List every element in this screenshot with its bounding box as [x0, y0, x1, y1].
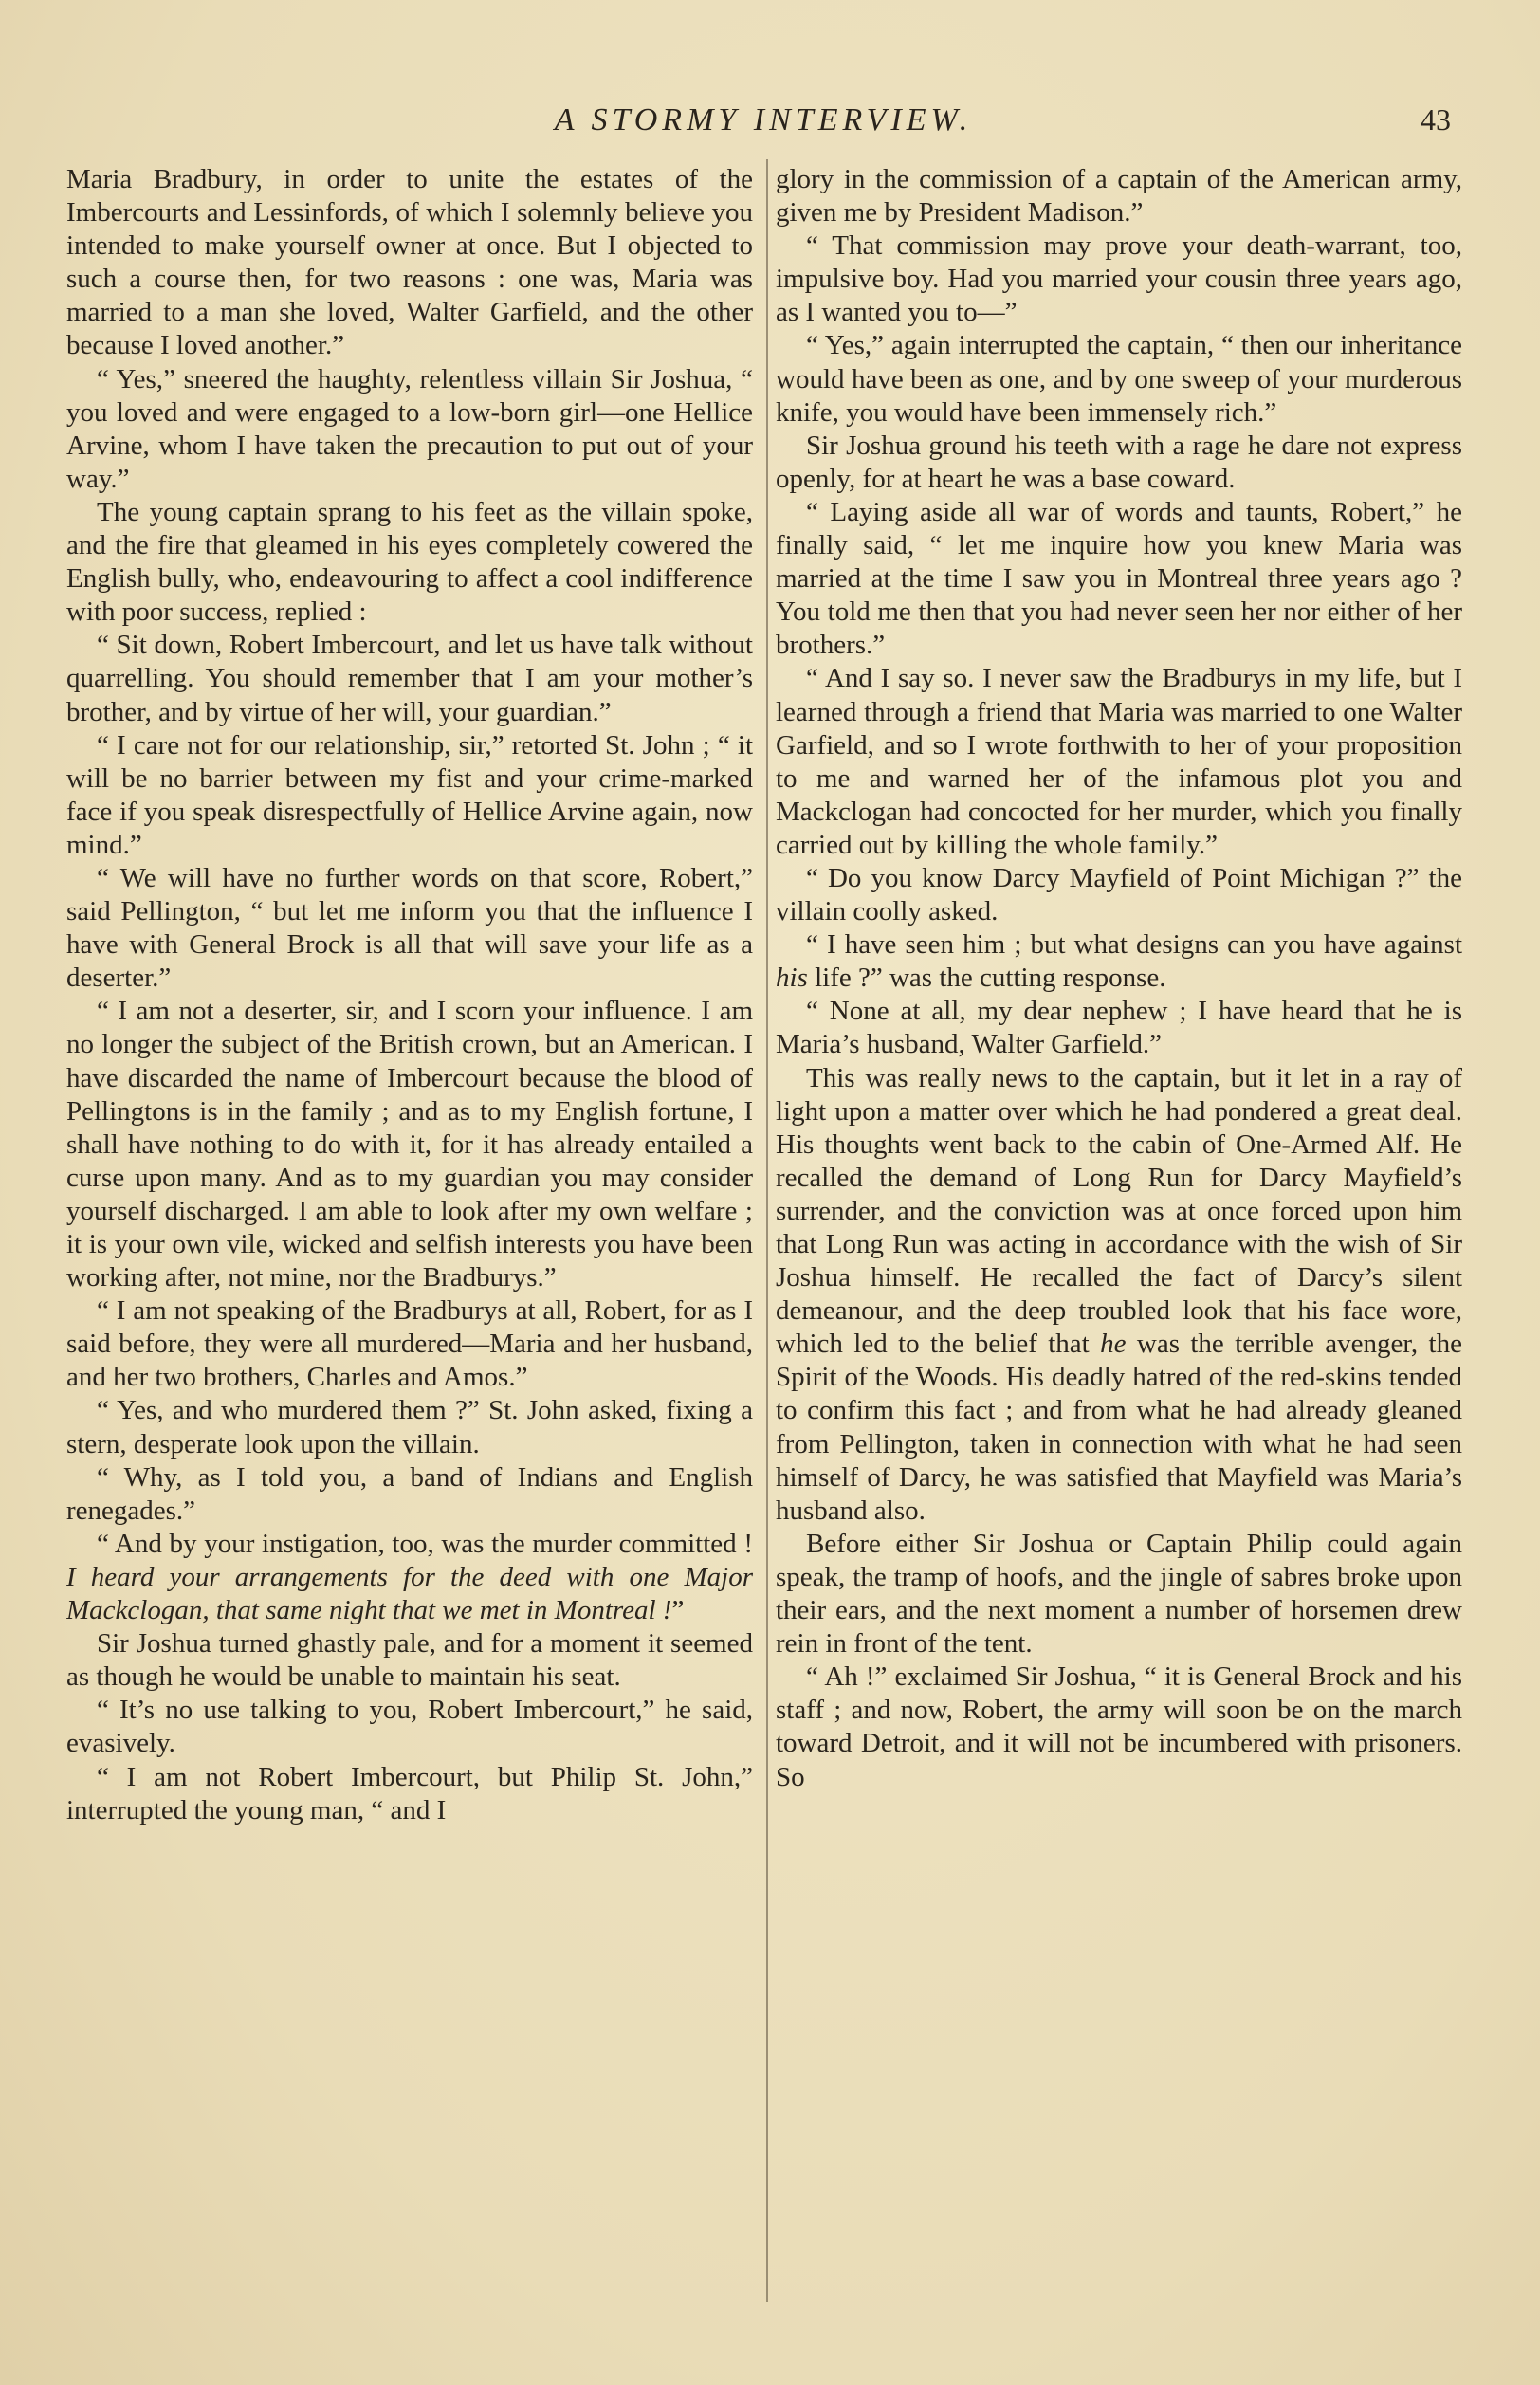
- italic-run: I heard your arrangements for the deed with one Major Mackclogan, that same night that we met in Montreal !: [66, 1561, 753, 1626]
- paragraph: “ It’s no use talking to you, Robert Imbercourt,” he said, evasively.: [66, 1695, 753, 1759]
- paragraph: “ Do you know Darcy Mayfield of Point Michigan ?” the villain coolly asked.: [776, 862, 1462, 927]
- text-run: ”: [671, 1595, 685, 1626]
- paragraph: glory in the commission of a captain of the American army, given me by President Madison.”: [776, 164, 1462, 229]
- paragraph: Sir Joshua ground his teeth with a rage he dare not express openly, for at heart he was a base coward.: [776, 430, 1462, 494]
- paragraph: The young captain sprang to his feet as the villain spoke, and the fire that gleamed in his eyes completely cowered the English bully, who, endeavouring to affect a cool indifference with poor success, replied :: [66, 496, 753, 628]
- paragraph: “ That commission may prove your death-warrant, too, impulsive boy. Had you married your cousin three years ago, as I wanted you to—”: [776, 230, 1462, 328]
- italic-run: his: [776, 963, 808, 994]
- paragraph: “ Laying aside all war of words and taunts, Robert,” he finally said, “ let me inquire how you knew Maria was married at the time I saw you in Montreal three years ago ? You told me then that you had never seen her nor either of her brothers.”: [776, 496, 1462, 661]
- paragraph: “ Yes, and who murdered them ?” St. John asked, fixing a stern, desperate look upon the villain.: [66, 1395, 753, 1459]
- text-run: was the terrible avenger, the Spirit of the Woods. His deadly hatred of the red-skins tended to confirm this fact ; and from what he had already gleaned from Pellington, taken in connection with what he had seen himself of Darcy, he was satisfied that Mayfield was Maria’s husband also.: [776, 1329, 1462, 1526]
- text-run: life ?” was the cutting response.: [807, 963, 1166, 994]
- paragraph: [66, 1528, 753, 1627]
- paragraph: “ Yes,” sneered the haughty, relentless villain Sir Joshua, “ you loved and were engaged to a low-born girl—one Hellice Arvine, whom I have taken the precaution to put out of your way.”: [66, 363, 753, 494]
- paragraph: Sir Joshua turned ghastly pale, and for a moment it seemed as though he would be unable to maintain his seat.: [66, 1628, 753, 1693]
- paragraph: “ Ah !” exclaimed Sir Joshua, “ it is General Brock and his staff ; and now, Robert, the army will soon be on the march toward Detroit, and it will not be incumbered with prisoners. So: [776, 1661, 1462, 1792]
- italic-run: he: [1100, 1329, 1127, 1360]
- paragraph: Before either Sir Joshua or Captain Philip could again speak, the tramp of hoofs, and the jingle of sabres broke upon their ears, and the next moment a number of horsemen drew rein in front of the tent.: [776, 1528, 1462, 1660]
- paragraph: [776, 1062, 1462, 1528]
- paragraph: “ None at all, my dear nephew ; I have heard that he is Maria’s husband, Walter Garfield.”: [776, 996, 1462, 1060]
- paragraph: “ And I say so. I never saw the Bradburys in my life, but I learned through a friend that Maria was married to one Walter Garfield, and so I wrote forthwith to her of your proposition to me and warned her of the infamous plot you and Mackclogan had concocted for her murder, which you finally carried out by killing the whole family.”: [776, 663, 1462, 860]
- paragraph: “ We will have no further words on that score, Robert,” said Pellington, “ but let me inform you that the influence I have with General Brock is all that will save your life as a deserter.”: [66, 862, 753, 994]
- text-run: This was really news to the captain, but it let in a ray of light upon a matter over which he had pondered a great deal. His thoughts went back to the cabin of One-Armed Alf. He recalled the demand of Long Run for Darcy Mayfield’s surrender, and the conviction was at once forced upon him that Long Run was acting in accordance with the wish of Sir Joshua himself. He recalled the fact of Darcy’s silent demeanour, and the deep troubled look that his face wore, which led to the belief that: [776, 1062, 1462, 1360]
- paragraph: “ I care not for our relationship, sir,” retorted St. John ; “ it will be no barrier between my fist and your crime-marked face if you speak disrespectfully of Hellice Arvine again, now mind.”: [66, 729, 753, 860]
- page-header: [66, 102, 1460, 150]
- running-title: A STORMY INTERVIEW.: [554, 102, 973, 138]
- right-column: [776, 163, 1462, 2297]
- text-run: “ And by your instigation, too, was the murder committed !: [97, 1528, 753, 1559]
- paragraph: “ Yes,” again interrupted the captain, “ then our inheritance would have been as one, and by one sweep of your murderous knife, you would have been immensely rich.”: [776, 330, 1462, 428]
- column-divider: [766, 159, 768, 2302]
- paragraph: “ I am not speaking of the Bradburys at all, Robert, for as I said before, they were all murdered—Maria and her husband, and her two brothers, Charles and Amos.”: [66, 1295, 753, 1393]
- page-number: 43: [1421, 102, 1451, 137]
- paragraph: Maria Bradbury, in order to unite the estates of the Imbercourts and Lessinfords, of which I solemnly believe you intended to make yourself owner at once. But I objected to such a course then, for two reasons : one was, Maria was married to a man she loved, Walter Garfield, and the other because I loved another.”: [66, 164, 753, 361]
- left-column: [66, 163, 753, 2297]
- paragraph: “ Sit down, Robert Imbercourt, and let us have talk without quarrelling. You should remember that I am your mother’s brother, and by virtue of her will, your guardian.”: [66, 630, 753, 727]
- paragraph: “ I am not a deserter, sir, and I scorn your influence. I am no longer the subject of the British crown, but an American. I have discarded the name of Imbercourt because the blood of Pellingtons is in the family ; and as to my English fortune, I shall have nothing to do with it, for it has already entailed a curse upon many. And as to my guardian you may consider yourself discharged. I am able to look after my own welfare ; it is your own vile, wicked and selfish interests you have been working after, not mine, nor the Bradburys.”: [66, 996, 753, 1293]
- paragraph: [776, 928, 1462, 995]
- text-run: “ I have seen him ; but what designs can you have against: [806, 929, 1462, 961]
- paragraph: “ I am not Robert Imbercourt, but Philip St. John,” interrupted the young man, “ and I: [66, 1761, 753, 1825]
- paragraph: “ Why, as I told you, a band of Indians and English renegades.”: [66, 1461, 753, 1526]
